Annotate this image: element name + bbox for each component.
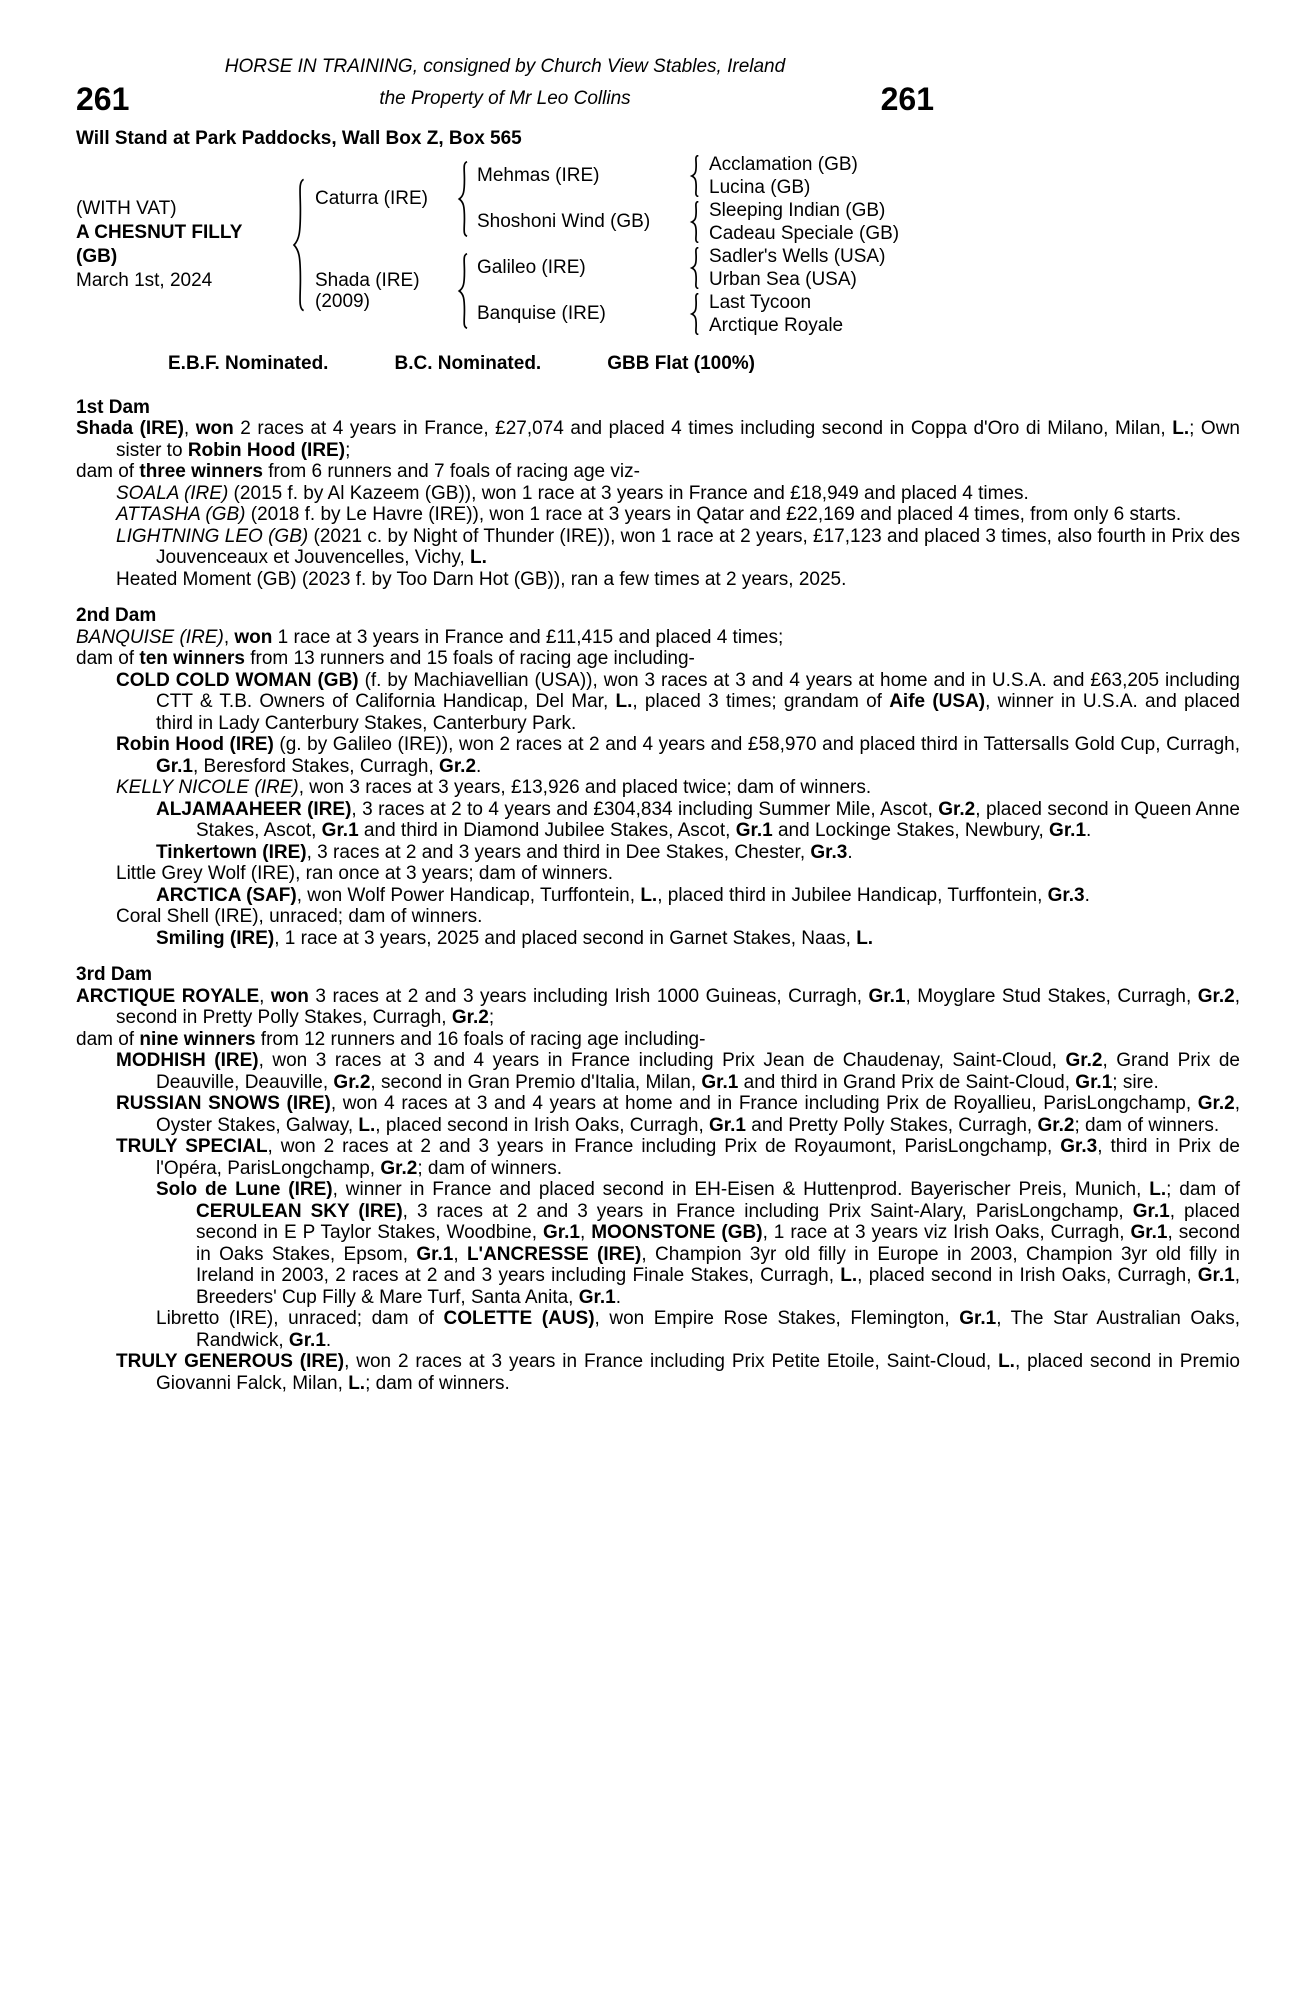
text-run: L. bbox=[358, 1114, 376, 1136]
text-run: and third in Grand Prix de Saint-Cloud, bbox=[738, 1071, 1076, 1093]
text-run: , Breeders' Cup Filly & Mare Turf, Santa Anita, bbox=[196, 1265, 1240, 1308]
text-run: , 3 races at 2 and 3 years in France including Prix Saint-Alary, ParisLongchamp, bbox=[402, 1200, 1133, 1222]
text-run: Aife (USA) bbox=[889, 691, 986, 712]
text-run: , placed second in Irish Oaks, Curragh, bbox=[375, 1114, 709, 1136]
text-run: from 6 runners and 7 foals of racing age viz- bbox=[262, 461, 640, 482]
pedigree-brace-dam-icon bbox=[447, 245, 477, 337]
text-run: L. bbox=[856, 927, 874, 949]
pedigree-paragraph bbox=[76, 986, 1240, 1029]
great-grandparent-name: Arctique Royale bbox=[709, 315, 844, 336]
pedigree-paragraph bbox=[76, 906, 1240, 928]
foal-date: March 1st, 2024 bbox=[76, 270, 213, 291]
text-run: Gr.1 bbox=[709, 1114, 746, 1136]
text-run: Gr.1 bbox=[321, 820, 359, 841]
dam-sections bbox=[76, 397, 1240, 1395]
text-run: ATTASHA (GB) bbox=[116, 504, 246, 525]
text-run: (2015 f. by Al Kazeem (GB)), won 1 race at 3 years in France and £18,949 and placed 4 times. bbox=[228, 482, 1029, 504]
text-run: Solo de Lune (IRE) bbox=[156, 1179, 333, 1200]
text-run: , won 2 races at 3 years in France including Prix Petite Etoile, Saint-Cloud, bbox=[344, 1351, 999, 1372]
text-run: ; bbox=[345, 439, 351, 461]
pedigree-paragraph bbox=[76, 1093, 1240, 1136]
great-grandparent-name: Sadler's Wells (USA) bbox=[709, 246, 886, 267]
text-run: CERULEAN SKY (IRE) bbox=[196, 1200, 403, 1222]
text-run: three winners bbox=[139, 461, 263, 482]
gbb-flat-label: GBB Flat (100%) bbox=[607, 353, 756, 374]
dam-section-heading: 3rd Dam bbox=[76, 964, 153, 985]
pedigree-paragraph bbox=[76, 483, 1240, 505]
pedigree-paragraph bbox=[76, 1308, 1240, 1351]
text-run: , winner in France and placed second in EH-Eisen & Huttenprod. Bayerischer Preis, Munich, bbox=[332, 1179, 1150, 1200]
sire-sire-name: Mehmas (IRE) bbox=[477, 165, 600, 187]
great-grandparent-name: Lucina (GB) bbox=[709, 177, 811, 198]
text-run: Smiling (IRE) bbox=[156, 927, 275, 949]
text-run: , Grand Prix de Deauville, Deauville, bbox=[156, 1050, 1240, 1093]
pedigree-paragraph bbox=[76, 627, 1240, 649]
text-run: (g. by Galileo (IRE)), won 2 races at 2 and 4 years and £58,970 and placed third in Tattersalls Gold Cup, Curragh, bbox=[273, 734, 1240, 755]
text-run: RUSSIAN SNOWS (IRE) bbox=[116, 1093, 331, 1114]
text-run: , 3 races at 2 to 4 years and £304,834 including Summer Mile, Ascot, bbox=[351, 798, 939, 820]
text-run: SOALA (IRE) bbox=[116, 482, 229, 504]
pedigree-paragraph bbox=[76, 461, 1240, 483]
pedigree-brace-outer-icon bbox=[281, 153, 315, 337]
text-run: Gr.2 bbox=[1065, 1050, 1103, 1071]
pedigree-paragraph bbox=[76, 1050, 1240, 1093]
text-run: and third in Diamond Jubilee Stakes, Ascot, bbox=[358, 820, 736, 841]
text-run: . bbox=[847, 841, 853, 863]
text-run: , Oyster Stakes, Galway, bbox=[156, 1093, 1240, 1136]
text-run: , won 4 races at 3 and 4 years at home and in France including Prix de Royallieu, ParisLongchamp, bbox=[330, 1093, 1198, 1114]
pedigree-paragraph bbox=[76, 648, 1240, 670]
text-run: L. bbox=[1149, 1179, 1167, 1200]
text-run: Libretto (IRE), unraced; dam of bbox=[156, 1308, 444, 1329]
text-run: Gr.1 bbox=[578, 1286, 616, 1308]
text-run: , second in Pretty Polly Stakes, Curragh, bbox=[116, 985, 1241, 1028]
sire-name bbox=[315, 153, 447, 245]
dam-name-text: Shada (IRE) bbox=[315, 269, 420, 291]
text-run: Gr.1 bbox=[542, 1222, 580, 1243]
pedigree-paragraph bbox=[76, 1029, 1240, 1051]
text-run: MOONSTONE (GB) bbox=[591, 1222, 763, 1243]
text-run: , won Empire Rose Stakes, Flemington, bbox=[594, 1308, 960, 1329]
text-run: , placed third in Jubilee Handicap, Turffontein, bbox=[657, 884, 1048, 906]
text-run: , placed second in Irish Oaks, Curragh, bbox=[857, 1265, 1198, 1286]
text-run: L'ANCRESSE (IRE) bbox=[466, 1243, 642, 1265]
text-run: Gr.1 bbox=[701, 1071, 739, 1093]
text-run: Little Grey Wolf (IRE), ran once at 3 years; dam of winners. bbox=[116, 863, 614, 884]
text-run: Robin Hood (IRE) bbox=[116, 734, 274, 755]
text-run: . bbox=[325, 1329, 332, 1351]
text-run: ; dam of winners. bbox=[365, 1372, 510, 1394]
text-run: Gr.2 bbox=[333, 1071, 371, 1093]
text-run: . bbox=[1084, 884, 1090, 906]
text-run: from 12 runners and 16 foals of racing age including- bbox=[255, 1028, 706, 1050]
pedigree-paragraph bbox=[76, 777, 1240, 799]
text-run: ALJAMAAHEER (IRE) bbox=[156, 798, 352, 820]
text-run: nine winners bbox=[139, 1028, 256, 1050]
text-run: Gr.1 bbox=[416, 1243, 454, 1265]
vat-note: (WITH VAT) bbox=[76, 198, 177, 219]
pedigree-paragraph bbox=[76, 799, 1240, 842]
text-run: Gr.2 bbox=[439, 755, 477, 777]
text-run: Gr.1 bbox=[1132, 1200, 1170, 1222]
property-line: the Property of Mr Leo Collins bbox=[379, 87, 631, 109]
text-run: KELLY NICOLE (IRE) bbox=[116, 777, 299, 798]
text-run: , 1 race at 3 years viz Irish Oaks, Curragh, bbox=[762, 1222, 1131, 1243]
sire-dam-name: Shoshoni Wind (GB) bbox=[477, 211, 651, 233]
text-run: dam of bbox=[76, 1028, 140, 1050]
text-run: , Beresford Stakes, Curragh, bbox=[192, 755, 440, 777]
text-run: Gr.2 bbox=[1197, 985, 1235, 1007]
dam-section-heading: 1st Dam bbox=[76, 396, 150, 418]
dam-row bbox=[315, 245, 899, 337]
pedigree-paragraph bbox=[76, 1136, 1240, 1179]
bc-nominated-label: B.C. Nominated. bbox=[394, 353, 542, 374]
dam-sire-name: Galileo (IRE) bbox=[477, 257, 586, 279]
text-run: , Moyglare Stud Stakes, Curragh, bbox=[905, 985, 1198, 1007]
pedigree-brace-small-icon bbox=[679, 199, 709, 245]
great-grandparent-name: Cadeau Speciale (GB) bbox=[709, 223, 900, 244]
text-run: , bbox=[223, 626, 235, 648]
text-run: , placed 3 times; grandam of bbox=[632, 691, 890, 712]
text-run: MODHISH (IRE) bbox=[116, 1050, 259, 1071]
text-run: Robin Hood (IRE) bbox=[187, 439, 346, 461]
horse-info-block bbox=[76, 153, 281, 337]
text-run: TRULY SPECIAL bbox=[116, 1136, 268, 1157]
text-run: . bbox=[615, 1286, 622, 1308]
text-run: , bbox=[453, 1243, 467, 1265]
text-run: , third in Prix de l'Opéra, ParisLongchamp, bbox=[156, 1136, 1240, 1179]
sire-row bbox=[315, 153, 899, 245]
text-run: Gr.1 bbox=[156, 755, 193, 777]
pedigree-brace-small-icon bbox=[679, 153, 709, 199]
text-run: , winner in U.S.A. and placed third in Lady Canterbury Stakes, Canterbury Park. bbox=[156, 691, 1240, 734]
text-run: ARCTIQUE ROYALE bbox=[76, 985, 260, 1007]
text-run: 2 races at 4 years in France, £27,074 and placed 4 times including second in Coppa d'Oro di Milano, Milan, bbox=[233, 418, 1173, 439]
text-run: ; sire. bbox=[1112, 1071, 1159, 1093]
text-run: Tinkertown (IRE) bbox=[156, 841, 307, 863]
text-run: 3 races at 2 and 3 years including Irish 1000 Guineas, Curragh, bbox=[308, 985, 869, 1007]
dam-name bbox=[315, 245, 447, 337]
pedigree-generations bbox=[315, 153, 899, 337]
pedigree-paragraph bbox=[76, 670, 1240, 735]
text-run: . bbox=[476, 755, 482, 777]
lot-number-left: 261 bbox=[76, 80, 130, 117]
text-run: , won 2 races at 2 and 3 years in France including Prix de Royaumont, ParisLongchamp, bbox=[267, 1136, 1061, 1157]
lot-row bbox=[76, 82, 934, 116]
text-run: , bbox=[183, 418, 196, 439]
text-run: Shada (IRE) bbox=[76, 418, 184, 439]
sire-dam-row bbox=[477, 199, 899, 245]
text-run: L. bbox=[640, 884, 658, 906]
text-run: Coral Shell (IRE), unraced; dam of winners. bbox=[116, 906, 483, 927]
dam-section-heading: 2nd Dam bbox=[76, 605, 157, 626]
text-run: Gr.3 bbox=[1060, 1136, 1098, 1157]
text-run: Gr.2 bbox=[1197, 1093, 1235, 1114]
text-run: and Pretty Polly Stakes, Curragh, bbox=[745, 1114, 1038, 1136]
pedigree-brace-small-icon bbox=[679, 245, 709, 291]
text-run: L. bbox=[470, 547, 487, 568]
text-run: Gr.1 bbox=[1075, 1071, 1113, 1093]
dam-dam-row bbox=[477, 291, 885, 337]
sire-name-text: Caturra (IRE) bbox=[315, 188, 428, 210]
pedigree-paragraph bbox=[76, 842, 1240, 864]
dam-year: (2009) bbox=[315, 291, 370, 312]
dam-sire-row bbox=[477, 245, 885, 291]
pedigree-paragraph bbox=[76, 1179, 1240, 1308]
text-run: ; dam of bbox=[1166, 1179, 1240, 1200]
consignor-line: HORSE IN TRAINING, consigned by Church View Stables, Ireland bbox=[224, 56, 786, 77]
great-grandparent-name: Acclamation (GB) bbox=[709, 154, 858, 175]
text-run: Gr.3 bbox=[1047, 884, 1085, 906]
text-run: Gr.2 bbox=[1037, 1114, 1075, 1136]
text-run: won bbox=[270, 985, 309, 1007]
text-run: , second in Oaks Stakes, Epsom, bbox=[196, 1222, 1241, 1265]
text-run: from 13 runners and 15 foals of racing age including- bbox=[244, 648, 695, 669]
text-run: Gr.3 bbox=[810, 841, 848, 863]
pedigree-paragraph bbox=[76, 1351, 1240, 1394]
text-run: L. bbox=[1172, 418, 1190, 439]
text-run: BANQUISE (IRE) bbox=[76, 626, 224, 648]
pedigree-paragraph bbox=[76, 569, 1240, 591]
text-run: , placed second in Queen Anne Stakes, Ascot, bbox=[196, 798, 1240, 841]
text-run: dam of bbox=[76, 648, 140, 669]
text-run: COLD COLD WOMAN (GB) bbox=[116, 669, 359, 691]
pedigree-paragraph bbox=[76, 418, 1240, 461]
text-run: dam of bbox=[76, 461, 140, 482]
text-run: . bbox=[1086, 820, 1092, 841]
text-run: Gr.1 bbox=[735, 820, 773, 841]
lot-number-right: 261 bbox=[880, 80, 934, 117]
great-grandparent-name: Urban Sea (USA) bbox=[709, 269, 857, 290]
great-grandparent-name: Last Tycoon bbox=[709, 292, 812, 313]
nominations-row bbox=[76, 353, 934, 375]
pedigree-paragraph bbox=[76, 928, 1240, 950]
text-run: , Champion 3yr old filly in Europe in 2003, Champion 3yr old filly in Ireland in 2003, 2 races at 2 and 3 years including Finale Stakes, Curragh, bbox=[196, 1243, 1240, 1286]
text-run: ; Own sister to bbox=[116, 418, 1240, 461]
text-run: Gr.1 bbox=[868, 985, 906, 1007]
text-run: , 3 races at 2 and 3 years and third in Dee Stakes, Chester, bbox=[306, 841, 811, 863]
horse-name: A CHESNUT FILLY bbox=[76, 222, 243, 243]
text-run: (f. by Machiavellian (USA)), won 3 races at 3 and 4 years at home and in U.S.A. and £63,205 including CTT & T.B. Owners of California Handicap, Del Mar, bbox=[156, 669, 1240, 712]
text-run: L. bbox=[348, 1372, 366, 1394]
pedigree-brace-small-icon bbox=[679, 291, 709, 337]
text-run: Gr.1 bbox=[1049, 820, 1087, 841]
ebf-nominated-label: E.B.F. Nominated. bbox=[168, 353, 329, 374]
text-run: Gr.2 bbox=[451, 1007, 489, 1028]
text-run: ; dam of winners. bbox=[1074, 1114, 1220, 1136]
text-run: L. bbox=[840, 1265, 858, 1286]
dam-dam-name: Banquise (IRE) bbox=[477, 303, 606, 325]
stand-location-line: Will Stand at Park Paddocks, Wall Box Z, Box 565 bbox=[76, 127, 522, 149]
text-run: Gr.1 bbox=[1130, 1222, 1168, 1243]
pedigree-paragraph bbox=[76, 504, 1240, 526]
text-run: TRULY GENEROUS (IRE) bbox=[116, 1351, 345, 1372]
text-run: , placed second in E P Taylor Stakes, Woodbine, bbox=[196, 1200, 1240, 1243]
text-run: 1 race at 3 years in France and £11,415 and placed 4 times; bbox=[272, 626, 784, 648]
text-run: , The Star Australian Oaks, Randwick, bbox=[196, 1308, 1241, 1351]
great-grandparent-name: Sleeping Indian (GB) bbox=[709, 200, 886, 221]
pedigree-paragraph bbox=[76, 885, 1240, 907]
text-run: ; bbox=[488, 1007, 495, 1028]
text-run: ; dam of winners. bbox=[417, 1157, 563, 1179]
text-run: ARCTICA (SAF) bbox=[156, 884, 297, 906]
pedigree-paragraph bbox=[76, 734, 1240, 777]
pedigree-paragraph bbox=[76, 863, 1240, 885]
text-run: won bbox=[234, 626, 273, 648]
horse-suffix: (GB) bbox=[76, 246, 118, 267]
text-run: Heated Moment (GB) (2023 f. by Too Darn Hot (GB)), ran a few times at 2 years, 2025. bbox=[116, 568, 847, 590]
text-run: COLETTE (AUS) bbox=[443, 1308, 595, 1329]
text-run: Gr.1 bbox=[288, 1329, 326, 1351]
pedigree-paragraph bbox=[76, 526, 1240, 569]
text-run: , won Wolf Power Handicap, Turffontein, bbox=[296, 884, 641, 906]
text-run: Gr.2 bbox=[380, 1157, 418, 1179]
text-run: (2021 c. by Night of Thunder (IRE)), won 1 race at 2 years, £17,123 and placed 3 times, also fourth in Prix des Jouvenceaux et Jouvencelles, Vichy, bbox=[156, 525, 1241, 568]
text-run: , placed second in Premio Giovanni Falck, Milan, bbox=[156, 1351, 1240, 1394]
text-run: Gr.2 bbox=[938, 798, 976, 820]
text-run: won bbox=[195, 418, 234, 439]
pedigree-brace-sire-icon bbox=[447, 153, 477, 245]
text-run: and Lockinge Stakes, Newbury, bbox=[772, 820, 1050, 841]
header-block bbox=[76, 56, 934, 375]
text-run: , won 3 races at 3 years, £13,926 and placed twice; dam of winners. bbox=[298, 777, 872, 798]
text-run: Gr.1 bbox=[1197, 1265, 1235, 1286]
text-run: Gr.1 bbox=[959, 1308, 997, 1329]
text-run: , second in Gran Premio d'Italia, Milan, bbox=[370, 1071, 702, 1093]
text-run: LIGHTNING LEO (GB) bbox=[116, 525, 309, 547]
text-run: L. bbox=[615, 691, 633, 712]
text-run: , bbox=[579, 1222, 592, 1243]
text-run: , 1 race at 3 years, 2025 and placed second in Garnet Stakes, Naas, bbox=[274, 927, 857, 949]
text-run: ten winners bbox=[139, 648, 245, 669]
text-run: (2018 f. by Le Havre (IRE)), won 1 race at 3 years in Qatar and £22,169 and placed 4 times, from only 6 starts. bbox=[245, 504, 1182, 525]
sire-sire-row bbox=[477, 153, 899, 199]
pedigree-table bbox=[76, 153, 934, 337]
text-run: , won 3 races at 3 and 4 years in France including Prix Jean de Chaudenay, Saint-Cloud, bbox=[258, 1050, 1066, 1071]
text-run: L. bbox=[998, 1351, 1015, 1372]
text-run: , bbox=[259, 985, 271, 1007]
